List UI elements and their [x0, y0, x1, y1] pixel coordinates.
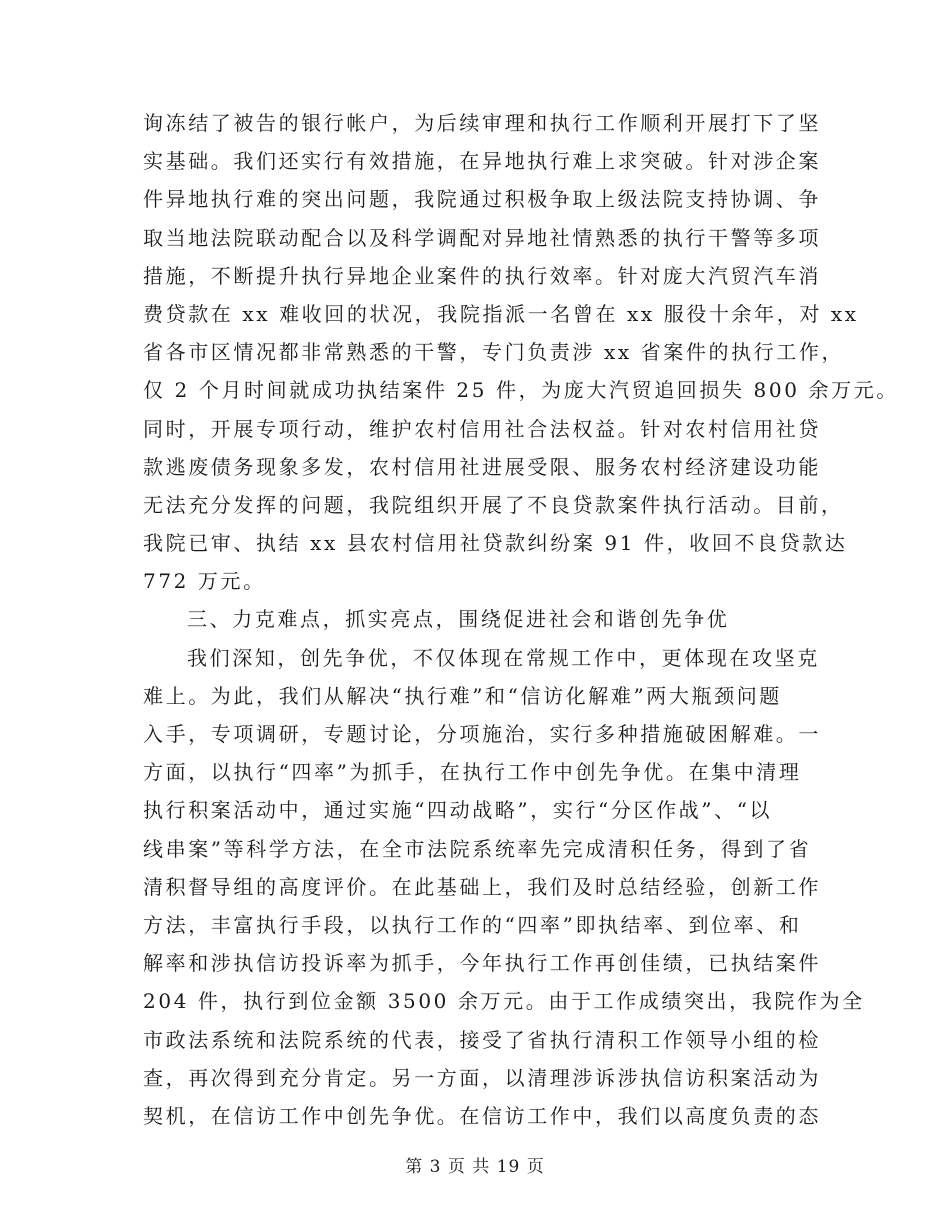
text-line: 同时，开展专项行动，维护农村信用社合法权益。针对农村信用社贷	[143, 416, 821, 441]
text-line: 查，再次得到充分肯定。另一方面，以清理涉诉涉执信访积案活动为	[143, 1065, 821, 1090]
text-line: 线串案”等科学方法，在全市法院系统率先完成清积任务，得到了省	[143, 836, 812, 861]
text-line: 解率和涉执信访投诉率为抓手，今年执行工作再创佳绩，已执结案件	[143, 951, 821, 976]
text-line: 件异地执行难的突出问题，我院通过积极争取上级法院支持协调、争	[143, 187, 821, 212]
text-line: 费贷款在 xx 难收回的状况，我院指派一名曾在 xx 服役十余年，对 xx	[143, 301, 859, 326]
text-line: 执行积案活动中，通过实施“四动战略”，实行“分区作战”、“以	[143, 798, 773, 823]
paragraph-first-line: 我们深知，创先争优，不仅体现在常规工作中，更体现在攻坚克	[187, 645, 820, 670]
text-line: 204 件，执行到位金额 3500 余万元。由于工作成绩突出，我院作为全	[143, 989, 865, 1014]
section-heading: 三、力克难点，抓实亮点，围绕促进社会和谐创先争优	[187, 607, 730, 632]
text-line: 清积督导组的高度评价。在此基础上，我们及时总结经验，创新工作	[143, 874, 821, 899]
text-line: 我院已审、执结 xx 县农村信用社贷款纠纷案 91 件，收回不良贷款达	[143, 531, 848, 556]
text-line: 仅 2 个月时间就成功执结案件 25 件，为庞大汽贸追回损失 800 余万元。	[143, 378, 899, 403]
text-line: 772 万元。	[143, 569, 266, 594]
text-line: 方法，丰富执行手段，以执行工作的“四率”即执结率、到位率、和	[143, 912, 802, 937]
text-line: 契机，在信访工作中创先争优。在信访工作中，我们以高度负责的态	[143, 1103, 821, 1128]
text-line: 询冻结了被告的银行帐户，为后续审理和执行工作顺利开展打下了坚	[143, 111, 821, 135]
text-line: 实基础。我们还实行有效措施，在异地执行难上求突破。针对涉企案	[143, 149, 821, 174]
text-line: 省各市区情况都非常熟悉的干警，专门负责涉 xx 省案件的执行工作，	[143, 340, 845, 365]
text-line: 方面，以执行“四率”为抓手，在执行工作中创先争优。在集中清理	[143, 760, 802, 785]
text-line: 市政法系统和法院系统的代表，接受了省执行清积工作领导小组的检	[143, 1027, 821, 1052]
text-line: 难上。为此，我们从解决“执行难”和“信访化解难”两大瓶颈问题	[143, 683, 782, 708]
text-line: 入手，专项调研，专题讨论，分项施治，实行多种措施破困解难。一	[143, 722, 821, 746]
text-line: 款逃废债务现象多发，农村信用社进展受限、服务农村经济建设功能	[143, 454, 821, 479]
text-line: 无法充分发挥的问题，我院组织开展了不良贷款案件执行活动。目前，	[143, 492, 844, 517]
text-line: 措施，不断提升执行异地企业案件的执行效率。针对庞大汽贸汽车消	[143, 263, 821, 288]
body-text	[143, 104, 899, 1135]
text-line: 取当地法院联动配合以及科学调配对异地社情熟悉的执行干警等多项	[143, 225, 821, 250]
page-number-footer: 第 3 页 共 19 页	[405, 1157, 545, 1177]
